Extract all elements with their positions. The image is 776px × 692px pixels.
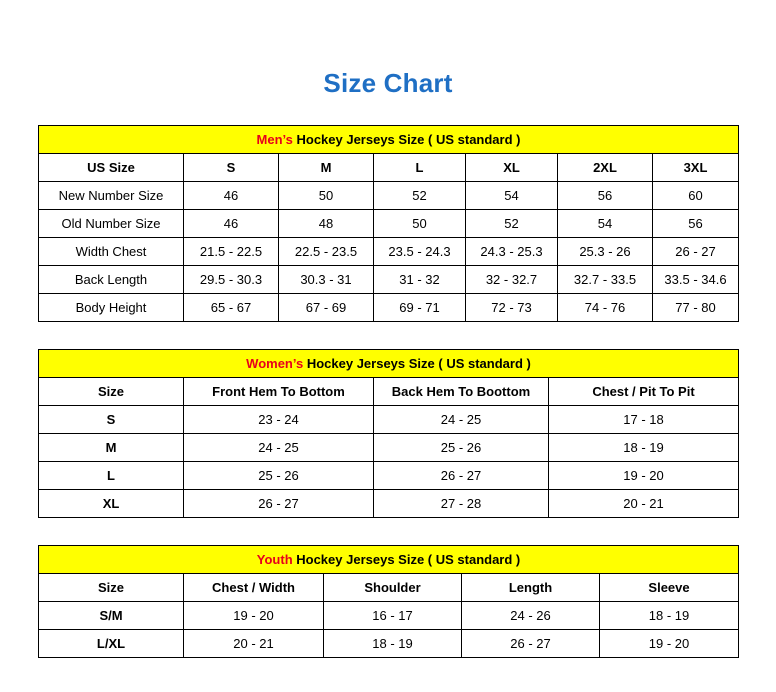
womens-col-2: Back Hem To Boottom	[374, 378, 549, 406]
mens-row-1-v2: 50	[374, 210, 466, 238]
mens-row-4-label: Body Height	[39, 294, 184, 322]
womens-size-table	[38, 349, 739, 545]
table-row	[39, 182, 739, 210]
mens-row-0-v5: 60	[653, 182, 739, 210]
womens-row-3-v0: 26 - 27	[184, 490, 374, 518]
mens-row-0-label: New Number Size	[39, 182, 184, 210]
mens-row-2-v5: 26 - 27	[653, 238, 739, 266]
womens-row-0-v1: 24 - 25	[374, 406, 549, 434]
mens-column-headers	[39, 154, 739, 182]
womens-row-0-v0: 23 - 24	[184, 406, 374, 434]
table-row	[39, 294, 739, 322]
table-row	[39, 630, 739, 658]
mens-row-3-v0: 29.5 - 30.3	[184, 266, 279, 294]
youth-col-3: Length	[462, 574, 600, 602]
table-row	[39, 602, 739, 630]
womens-row-1-v1: 25 - 26	[374, 434, 549, 462]
mens-row-3-v4: 32.7 - 33.5	[558, 266, 653, 294]
mens-col-1: S	[184, 154, 279, 182]
youth-heading-rest: Hockey Jerseys Size ( US standard )	[292, 552, 521, 567]
youth-row-0-label: S/M	[39, 602, 184, 630]
youth-row-0-v2: 24 - 26	[462, 602, 600, 630]
youth-row-0-v1: 16 - 17	[324, 602, 462, 630]
youth-row-1-v0: 20 - 21	[184, 630, 324, 658]
womens-row-2-v2: 19 - 20	[549, 462, 739, 490]
mens-row-3-v1: 30.3 - 31	[279, 266, 374, 294]
mens-row-1-v5: 56	[653, 210, 739, 238]
mens-row-3-v2: 31 - 32	[374, 266, 466, 294]
mens-row-1-v1: 48	[279, 210, 374, 238]
mens-col-3: L	[374, 154, 466, 182]
youth-size-table	[38, 545, 739, 658]
mens-col-6: 3XL	[653, 154, 739, 182]
mens-heading-accent: Men’s	[256, 132, 293, 147]
womens-row-3-v1: 27 - 28	[374, 490, 549, 518]
womens-row-1-v2: 18 - 19	[549, 434, 739, 462]
mens-row-4-v2: 69 - 71	[374, 294, 466, 322]
mens-row-4-v5: 77 - 80	[653, 294, 739, 322]
mens-row-2-v0: 21.5 - 22.5	[184, 238, 279, 266]
womens-column-headers	[39, 378, 739, 406]
mens-col-5: 2XL	[558, 154, 653, 182]
womens-row-3-label: XL	[39, 490, 184, 518]
mens-col-0: US Size	[39, 154, 184, 182]
mens-row-2-v3: 24.3 - 25.3	[466, 238, 558, 266]
youth-col-2: Shoulder	[324, 574, 462, 602]
mens-heading-rest: Hockey Jerseys Size ( US standard )	[292, 132, 521, 147]
mens-row-0-v0: 46	[184, 182, 279, 210]
youth-col-4: Sleeve	[600, 574, 739, 602]
mens-row-3-v5: 33.5 - 34.6	[653, 266, 739, 294]
womens-row-1-v0: 24 - 25	[184, 434, 374, 462]
mens-size-table	[38, 125, 739, 349]
womens-heading-cell	[39, 350, 739, 378]
womens-row-1-label: M	[39, 434, 184, 462]
table-spacer	[39, 518, 739, 546]
youth-row-0-v0: 19 - 20	[184, 602, 324, 630]
mens-row-0-v1: 50	[279, 182, 374, 210]
mens-row-1-label: Old Number Size	[39, 210, 184, 238]
youth-col-0: Size	[39, 574, 184, 602]
table-row	[39, 210, 739, 238]
mens-row-4-v4: 74 - 76	[558, 294, 653, 322]
womens-heading-rest: Hockey Jerseys Size ( US standard )	[303, 356, 531, 371]
womens-section-heading	[39, 350, 739, 378]
mens-heading-cell	[39, 126, 739, 154]
mens-row-0-v3: 54	[466, 182, 558, 210]
womens-row-2-v0: 25 - 26	[184, 462, 374, 490]
youth-row-1-v1: 18 - 19	[324, 630, 462, 658]
size-tables	[38, 125, 738, 658]
womens-row-0-label: S	[39, 406, 184, 434]
youth-heading-cell	[39, 546, 739, 574]
mens-row-1-v0: 46	[184, 210, 279, 238]
table-row	[39, 238, 739, 266]
womens-heading-accent: Women’s	[246, 356, 304, 371]
youth-col-1: Chest / Width	[184, 574, 324, 602]
mens-row-4-v0: 65 - 67	[184, 294, 279, 322]
mens-col-4: XL	[466, 154, 558, 182]
youth-heading-accent: Youth	[256, 552, 293, 567]
womens-row-3-v2: 20 - 21	[549, 490, 739, 518]
mens-row-3-v3: 32 - 32.7	[466, 266, 558, 294]
mens-row-4-v3: 72 - 73	[466, 294, 558, 322]
table-row	[39, 462, 739, 490]
womens-row-2-v1: 26 - 27	[374, 462, 549, 490]
youth-column-headers	[39, 574, 739, 602]
mens-row-1-v4: 54	[558, 210, 653, 238]
youth-row-1-v2: 26 - 27	[462, 630, 600, 658]
womens-row-0-v2: 17 - 18	[549, 406, 739, 434]
womens-col-1: Front Hem To Bottom	[184, 378, 374, 406]
mens-row-2-v4: 25.3 - 26	[558, 238, 653, 266]
table-spacer	[39, 322, 739, 350]
mens-row-0-v2: 52	[374, 182, 466, 210]
mens-col-2: M	[279, 154, 374, 182]
womens-row-2-label: L	[39, 462, 184, 490]
womens-col-0: Size	[39, 378, 184, 406]
table-row	[39, 406, 739, 434]
mens-row-2-label: Width Chest	[39, 238, 184, 266]
youth-row-1-label: L/XL	[39, 630, 184, 658]
mens-row-3-label: Back Length	[39, 266, 184, 294]
youth-row-0-v3: 18 - 19	[600, 602, 739, 630]
mens-row-2-v2: 23.5 - 24.3	[374, 238, 466, 266]
table-row	[39, 490, 739, 518]
youth-section-heading	[39, 546, 739, 574]
mens-row-2-v1: 22.5 - 23.5	[279, 238, 374, 266]
table-row	[39, 434, 739, 462]
mens-row-0-v4: 56	[558, 182, 653, 210]
page-title: Size Chart	[323, 68, 453, 98]
mens-section-heading	[39, 126, 739, 154]
youth-row-1-v3: 19 - 20	[600, 630, 739, 658]
mens-row-1-v3: 52	[466, 210, 558, 238]
mens-row-4-v1: 67 - 69	[279, 294, 374, 322]
table-row	[39, 266, 739, 294]
womens-col-3: Chest / Pit To Pit	[549, 378, 739, 406]
